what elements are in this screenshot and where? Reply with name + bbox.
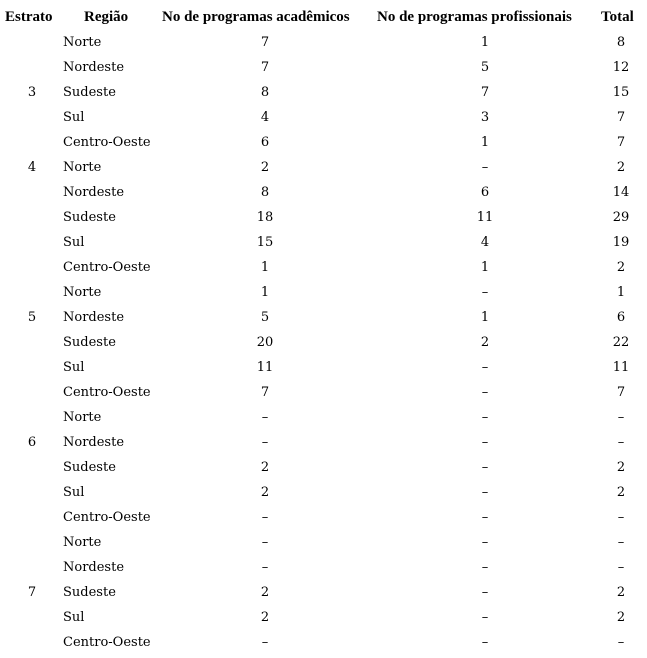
- cell-academicos: 2: [260, 610, 270, 625]
- cell-academicos: –: [261, 535, 269, 550]
- cell-academicos: 20: [256, 335, 274, 350]
- cell-profissionais: –: [481, 510, 489, 525]
- cell-academicos: 4: [260, 110, 270, 125]
- cell-regiao: Norte: [63, 285, 102, 300]
- cell-regiao: Sul: [63, 235, 85, 250]
- cell-profissionais: 2: [480, 335, 490, 350]
- cell-academicos: 6: [260, 135, 270, 150]
- cell-academicos: 2: [260, 160, 270, 175]
- cell-regiao: Sudeste: [63, 210, 116, 225]
- cell-academicos: 2: [260, 585, 270, 600]
- cell-regiao: Norte: [63, 35, 102, 50]
- cell-total: 29: [612, 210, 630, 225]
- cell-academicos: 1: [260, 285, 270, 300]
- estrato-label: 5: [27, 310, 37, 325]
- cell-total: 2: [616, 160, 626, 175]
- cell-regiao: Nordeste: [63, 310, 125, 325]
- cell-regiao: Centro-Oeste: [63, 510, 151, 525]
- cell-regiao: Nordeste: [63, 185, 125, 200]
- header-total: Total: [601, 9, 634, 25]
- cell-academicos: 18: [256, 210, 274, 225]
- cell-total: 7: [616, 110, 626, 125]
- cell-total: 7: [616, 385, 626, 400]
- cell-total: –: [617, 535, 625, 550]
- estrato-label: 3: [27, 85, 37, 100]
- cell-regiao: Centro-Oeste: [63, 385, 151, 400]
- cell-profissionais: –: [481, 385, 489, 400]
- header-regiao: Região: [84, 9, 129, 25]
- cell-regiao: Sul: [63, 485, 85, 500]
- cell-profissionais: 1: [480, 310, 490, 325]
- cell-total: 6: [616, 310, 626, 325]
- header-academicos: No de programas acadêmicos: [162, 9, 350, 25]
- cell-academicos: 7: [260, 60, 270, 75]
- cell-total: –: [617, 435, 625, 450]
- cell-profissionais: 5: [480, 60, 490, 75]
- cell-profissionais: –: [481, 285, 489, 300]
- cell-academicos: –: [261, 410, 269, 425]
- cell-total: 15: [612, 85, 630, 100]
- cell-academicos: –: [261, 510, 269, 525]
- cell-total: 2: [616, 260, 626, 275]
- cell-total: 19: [612, 235, 630, 250]
- cell-academicos: –: [261, 435, 269, 450]
- cell-regiao: Nordeste: [63, 60, 125, 75]
- cell-regiao: Nordeste: [63, 560, 125, 575]
- cell-total: 2: [616, 485, 626, 500]
- cell-academicos: 2: [260, 485, 270, 500]
- cell-profissionais: –: [481, 435, 489, 450]
- cell-total: 14: [612, 185, 630, 200]
- cell-profissionais: 1: [480, 260, 490, 275]
- cell-academicos: 8: [260, 85, 270, 100]
- cell-total: –: [617, 635, 625, 650]
- cell-total: 2: [616, 585, 626, 600]
- cell-academicos: 8: [260, 185, 270, 200]
- cell-regiao: Sul: [63, 360, 85, 375]
- cell-regiao: Sudeste: [63, 460, 116, 475]
- cell-regiao: Sudeste: [63, 585, 116, 600]
- cell-profissionais: –: [481, 360, 489, 375]
- cell-academicos: 1: [260, 260, 270, 275]
- cell-total: –: [617, 510, 625, 525]
- cell-total: 11: [612, 360, 630, 375]
- cell-profissionais: –: [481, 635, 489, 650]
- cell-regiao: Sudeste: [63, 335, 116, 350]
- cell-profissionais: 11: [476, 210, 494, 225]
- cell-regiao: Centro-Oeste: [63, 260, 151, 275]
- cell-regiao: Sul: [63, 610, 85, 625]
- cell-profissionais: –: [481, 560, 489, 575]
- cell-regiao: Norte: [63, 160, 102, 175]
- cell-academicos: –: [261, 560, 269, 575]
- cell-profissionais: 1: [480, 135, 490, 150]
- cell-profissionais: 6: [480, 185, 490, 200]
- cell-profissionais: 3: [480, 110, 490, 125]
- cell-profissionais: –: [481, 485, 489, 500]
- cell-profissionais: –: [481, 535, 489, 550]
- cell-profissionais: –: [481, 585, 489, 600]
- cell-regiao: Nordeste: [63, 435, 125, 450]
- header-profissionais: No de programas profissionais: [377, 9, 572, 25]
- cell-academicos: 7: [260, 385, 270, 400]
- cell-total: 7: [616, 135, 626, 150]
- cell-total: 2: [616, 610, 626, 625]
- estrato-label: 7: [27, 585, 37, 600]
- cell-regiao: Sul: [63, 110, 85, 125]
- cell-profissionais: 4: [480, 235, 490, 250]
- cell-regiao: Norte: [63, 410, 102, 425]
- cell-regiao: Sudeste: [63, 85, 116, 100]
- cell-academicos: 5: [260, 310, 270, 325]
- cell-profissionais: –: [481, 610, 489, 625]
- cell-regiao: Centro-Oeste: [63, 135, 151, 150]
- cell-total: 22: [612, 335, 630, 350]
- cell-profissionais: 7: [480, 85, 490, 100]
- cell-regiao: Centro-Oeste: [63, 635, 151, 650]
- cell-academicos: 11: [256, 360, 274, 375]
- cell-total: 12: [612, 60, 630, 75]
- cell-profissionais: –: [481, 160, 489, 175]
- header-estrato: Estrato: [5, 9, 53, 25]
- cell-total: –: [617, 410, 625, 425]
- cell-total: 2: [616, 460, 626, 475]
- cell-academicos: –: [261, 635, 269, 650]
- estrato-label: 4: [27, 160, 37, 175]
- cell-academicos: 2: [260, 460, 270, 475]
- estrato-label: 6: [27, 435, 37, 450]
- cell-total: –: [617, 560, 625, 575]
- cell-academicos: 7: [260, 35, 270, 50]
- cell-profissionais: –: [481, 460, 489, 475]
- cell-profissionais: 1: [480, 35, 490, 50]
- cell-regiao: Norte: [63, 535, 102, 550]
- cell-total: 8: [616, 35, 626, 50]
- cell-profissionais: –: [481, 410, 489, 425]
- cell-academicos: 15: [256, 235, 274, 250]
- cell-total: 1: [616, 285, 626, 300]
